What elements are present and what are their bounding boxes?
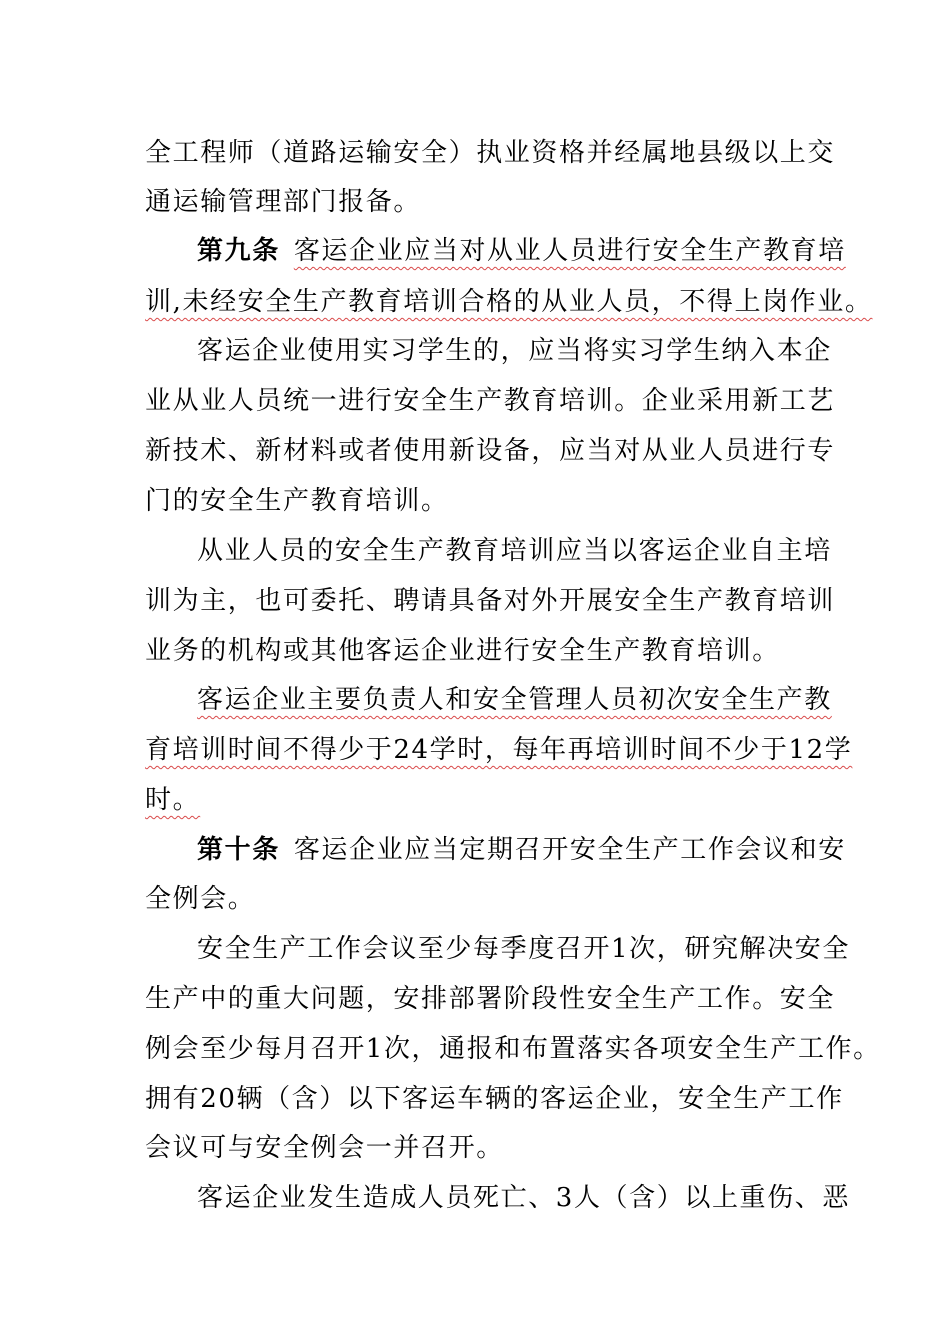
paragraph-line: [145, 282, 873, 322]
article-heading: 第九条: [197, 236, 280, 266]
paragraph-line: [197, 680, 832, 720]
paragraph-line: 例会至少每月召开1次，通报和布置落实各项安全生产工作。: [145, 1034, 881, 1064]
paragraph-line: 新技术、新材料或者使用新设备，应当对从业人员进行专: [145, 436, 836, 466]
paragraph-line: 从业人员的安全生产教育培训应当以客运企业自主培: [197, 536, 832, 566]
revised-text: 客运企业应当对从业人员进行安全生产教育培: [293, 236, 846, 266]
revised-text: 时。: [145, 785, 201, 815]
revised-text: 训,未经安全生产教育培训合格的从业人员，不得上岗作业。: [145, 287, 873, 317]
paragraph-line: 全工程师（道路运输安全）执业资格并经属地县级以上交: [145, 138, 836, 168]
paragraph-line: 业务的机构或其他客运企业进行安全生产教育培训。: [145, 636, 780, 666]
article-9-line: [197, 231, 846, 271]
paragraph-line: 门的安全生产教育培训。: [145, 486, 449, 516]
paragraph-line: 通运输管理部门报备。: [145, 187, 422, 217]
revised-text: 育培训时间不得少于24学时，每年再培训时间不少于12学: [145, 735, 853, 765]
paragraph-line: [145, 730, 853, 770]
paragraph-line: 生产中的重大问题，安排部署阶段性安全生产工作。安全: [145, 984, 836, 1014]
paragraph-line: 拥有20辆（含）以下客运车辆的客运企业，安全生产工作: [145, 1084, 844, 1114]
paragraph-line: 客运企业发生造成人员死亡、3人（含）以上重伤、恶: [197, 1183, 850, 1213]
paragraph-line: [145, 780, 815, 820]
paragraph-line: 会议可与安全例会一并召开。: [145, 1133, 504, 1163]
revised-text: 客运企业主要负责人和安全管理人员初次安全生产教: [197, 685, 832, 715]
paragraph-line: 客运企业使用实习学生的，应当将实习学生纳入本企: [197, 336, 832, 366]
paragraph-line: 全例会。: [145, 884, 256, 914]
article-10-line: 第十条 客运企业应当定期召开安全生产工作会议和安: [197, 835, 846, 865]
paragraph-line: 安全生产工作会议至少每季度召开1次，研究解决安全: [197, 934, 850, 964]
article-heading: 第十条: [197, 835, 280, 865]
paragraph-line: 训为主，也可委托、聘请具备对外开展安全生产教育培训: [145, 586, 836, 616]
paragraph-line: 业从业人员统一进行安全生产教育培训。企业采用新工艺: [145, 386, 836, 416]
